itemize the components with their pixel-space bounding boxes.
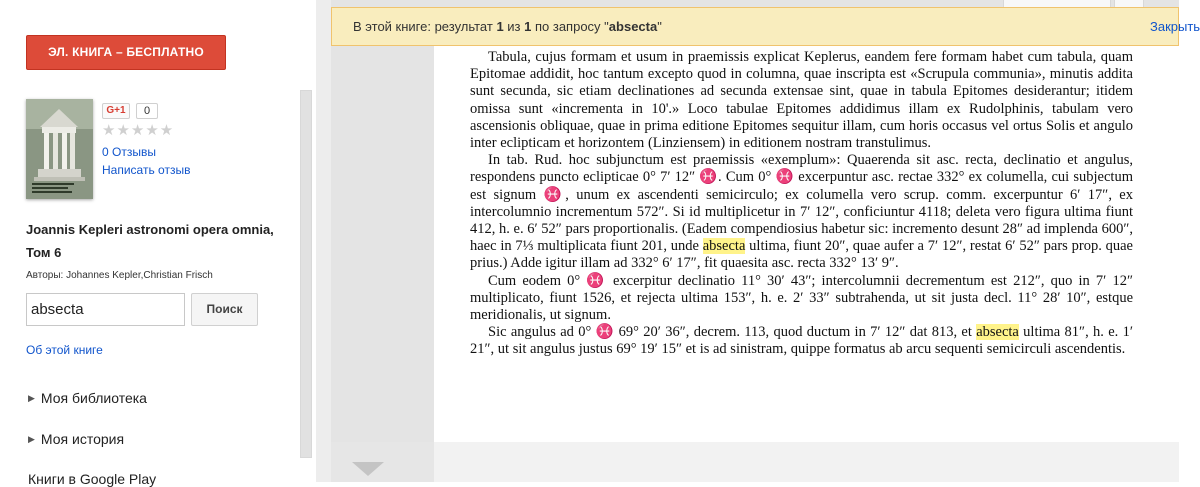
google-plus-one-button[interactable]: G+1 [102,103,130,119]
book-authors: Авторы: Johannes Kepler,Christian Frisch [26,270,213,281]
nav-google-play-books[interactable] [28,471,156,487]
cover-artwork [26,99,93,199]
page-text [470,49,1133,359]
notice-prefix: В этой книге: результат [353,19,497,34]
star-rating: ★★★★★ [102,122,175,139]
sidebar [0,0,316,487]
expand-arrow-icon: ▶ [28,434,35,444]
paragraph [470,324,1133,358]
nav-my-library-label: Моя библиотека [40,390,147,406]
next-page-arrow-icon[interactable] [352,462,384,476]
plus-one-count: 0 [136,103,158,119]
search-hit-highlight[interactable]: absecta [702,238,746,255]
notice-query-prefix: по запросу " [531,19,609,34]
about-book-link[interactable]: Об этой книге [26,343,103,357]
paragraph [470,152,1133,272]
notice-total: 1 [524,19,532,34]
page-nav-overlay [331,442,1179,482]
notice-current: 1 [496,19,504,34]
reviews-link[interactable]: 0 Отзывы [102,145,156,159]
expand-arrow-icon: ▶ [28,393,35,403]
panel-gutter [316,0,331,482]
nav-my-history-label: Моя история [40,431,125,447]
nav-my-history[interactable] [28,431,124,447]
close-notice-link[interactable]: Закрыть [1150,19,1200,34]
nav-google-play-books-label: Книги в Google Play [28,471,157,487]
paragraph: Tabula, cujus formam et usum in praemissis explicat Keplerus, eandem fere formam habet cum tabula, quam Epitomae addidit, hoc tantum excepto quod in columna, quae inscripta est «Scrupula communia», minutis addita sunt secunda, sic etiam declinationes ad secunda extensae sint, quae in tabula Epitomes desiderantur; itidem omissa sunt «incrementa in 10'.» Loco tabulae Epitomes addidimus illam ex Rudolphinis, tabulam vero ascensionis obliquae, quae in prima editione Epitomes sequitur illam, cum horis occasus vel ortus Solis et angulo inter eclipticam et horizontem (Linziensem) in editionem nostram transtulimus. [470,49,1133,152]
search-in-book-input[interactable] [26,293,185,326]
search-results-notice [331,7,1179,46]
free-ebook-button[interactable]: ЭЛ. КНИГА – БЕСПЛАТНО [26,35,226,70]
search-hit-highlight[interactable]: absecta [976,324,1019,341]
paragraph-text: ultima, fiunt 20″, quae aufer a 7′ 12″, restat 6′ 52″ pars prop. quae prius.) Adde igitur illam ad 332° 6′ 17″, fit quaesita asc. recta 332° 13′ 9″. [470,238,1133,272]
notice-query: absecta [608,19,658,34]
sidebar-scrollbar[interactable] [300,90,312,458]
book-cover-image[interactable] [26,99,93,199]
book-title: Joannis Kepleri astronomi opera omnia, Том 6 [26,222,274,260]
paragraph-text: In tab. Rud. hoc subjunctum est praemissis «exemplum»: Quaerenda sit asc. recta, declinatio et angulus, respondens puncto eclipticae 0° 7′ 12″ ♓. Cum 0° ♓ excerpuntur asc. rectae 332° ex columella, cui subjectum est signum ♓, unum ex ascendenti semicirculo; ex columella vero scrup. comm. excerpuntur 6′ 17″, ex intercolumnio incrementum 572″. Si id multiplicetur in 7′ 12″, conficiuntur 4118; deleta vero figura ultima fiunt 412, h. e. 6′ 52″ pars proportionalis. (Eadem compendiosius habetur sic: incremento desunt 28″ ad implenda 600″, haec in 7⅓ multiplicata fiunt 201, unde [470,152,1133,255]
book-page [434,46,1179,482]
notice-suffix: " [657,19,662,34]
search-button[interactable]: Поиск [191,293,258,326]
nav-my-library[interactable] [28,390,147,406]
notice-of: из [503,19,525,34]
paragraph: Cum eodem 0° ♓ excerpitur declinatio 11° 30′ 43″; intercolumnii decrementum est 212″, quo in 7′ 12″ multiplicato, fiunt 1526, et rejecta ultima 153″, h. e. 2′ 33″ subtrahenda, ut sit justa decl. 11° 28′ 10″, estque meridionalis, ut signum. [470,272,1133,324]
paragraph-text: ultima 81″, h. e. 1′ 21″, ut sit angulus justus 69° 19′ 15″ et is ad sinistram, quippe formatus ab arcu sequenti semicirculi ascendentis. [470,324,1133,358]
paragraph-text: Sic angulus ad 0° ♓ 69° 20′ 36″, decrem. 113, quod ductum in 7′ 12″ dat 813, et [488,324,977,341]
write-review-link[interactable]: Написать отзыв [102,163,191,177]
